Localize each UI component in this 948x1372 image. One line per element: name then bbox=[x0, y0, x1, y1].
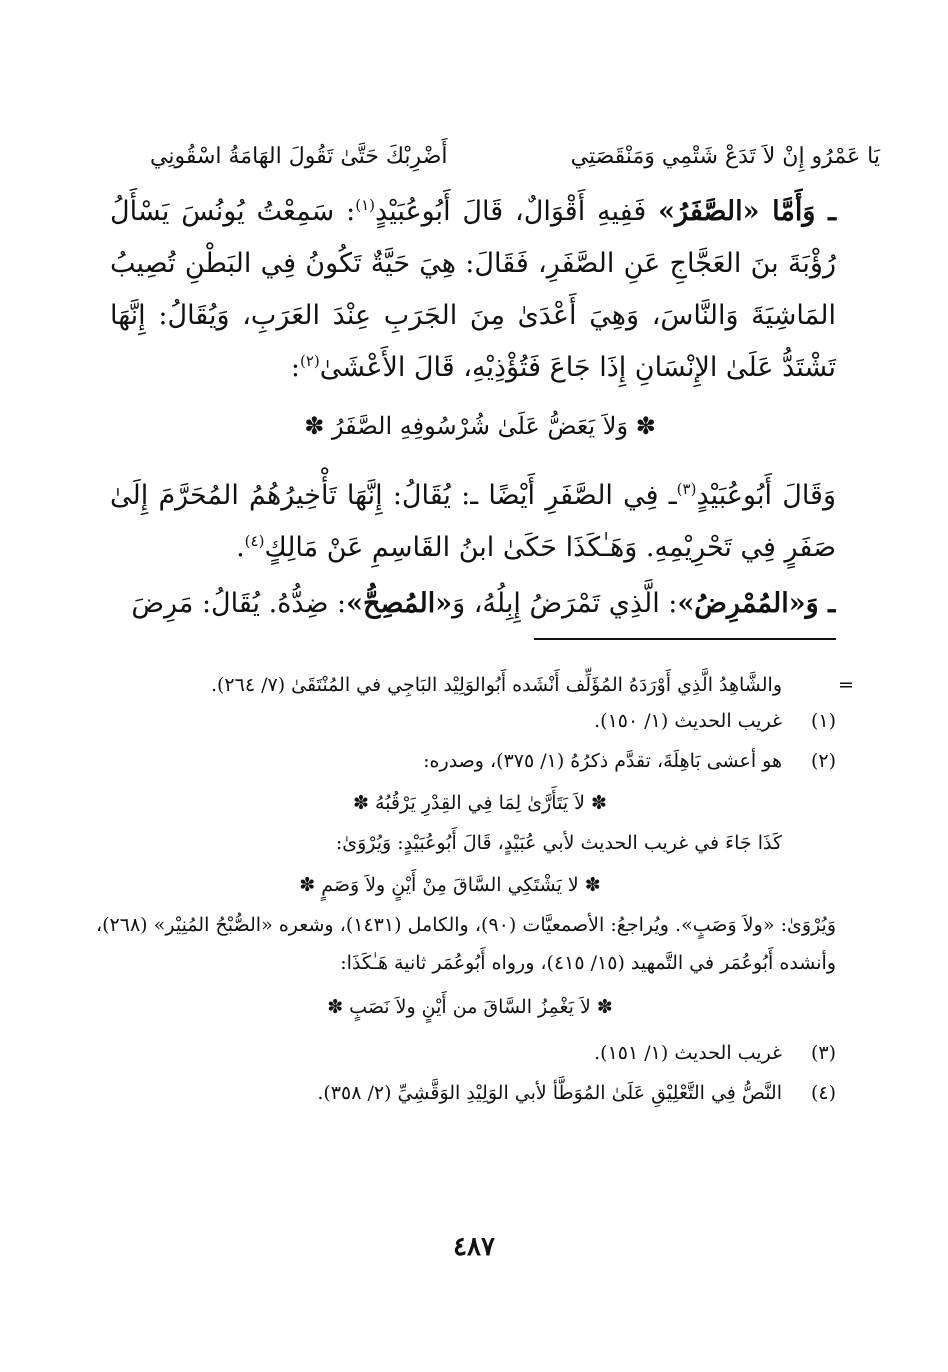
paragraph-abu-ubayd bbox=[110, 470, 836, 574]
paragraph-text: فَفِيهِ أَقْوَالٌ، قَالَ أَبُوعُبَيْدٍ bbox=[375, 196, 647, 227]
footnote-text-block: وَيُرْوَىٰ: «ولاَ وَصَبٍ». ويُراجعُ: الأصمعيَّات (٩٠)، والكامل (١٤٣١)، وشعره «الصُّبْحُ المُنِيْر» (٢٦٨)، وأنشده أَبُوعُمَر في التَّمهيد (١٥/ ٤١٥)، ورواه أَبُوعُمَر ثانية هَـٰكَذَا: bbox=[96, 914, 836, 974]
footnote-verse: ✽ لا يَشْتَكِي السَّاقَ مِنْ أَيْنٍ ولاَ وَصَمٍ ✽ bbox=[299, 874, 601, 896]
verse-second-hemistich: أَضْرِبْكَ حَتَّىٰ تَقُولَ الهَامَةُ اسْقُونِي bbox=[150, 143, 448, 169]
paragraph-text: : الَّذِي تَمْرَضُ إِبِلُهُ، وَ bbox=[452, 588, 678, 619]
quoted-verse bbox=[100, 402, 860, 450]
footnote-number: (١) bbox=[810, 710, 836, 732]
footnote-divider bbox=[534, 638, 836, 640]
paragraph-safar bbox=[110, 186, 836, 394]
footnote-number: (٣) bbox=[810, 1042, 836, 1064]
footnote-2 bbox=[96, 744, 836, 778]
paragraph-text: ـ فِي الصَّفَرِ أَيْضًا ـ: يُقَالُ: إِنَّهَا تَأْخِيرُهُمُ المُحَرَّمَ إِلَىٰ صَفَرٍ فِي تَحْرِيْمِهِ. وَهَـٰكَذَا حَكَىٰ ابنُ القَاسِمِ عَنْ مَالِكٍ bbox=[110, 480, 836, 563]
verse-text: وَلاَ يَعَضُّ عَلَىٰ شُرْسُوفِهِ الصَّفَرُ bbox=[331, 412, 629, 440]
heading-mumrid: ـ وَ«المُمْرِضُ» bbox=[677, 588, 836, 619]
footnote-text: النَّصُّ فِي التَّعْلِيْقِ عَلَىٰ المُوَطَّأ لأبي الوَلِيْدِ الوَقَّشِيِّ (٢/ ٣٥٨). bbox=[317, 1082, 782, 1104]
paragraph-text: : ضِدُّهُ. يُقَالُ: مَرِضَ bbox=[131, 588, 347, 619]
footnote-number: (٤) bbox=[810, 1082, 836, 1104]
term-musih: «المُصِحُّ» bbox=[346, 588, 453, 619]
footnote-ref: (١) bbox=[355, 196, 376, 214]
paragraph-text: : سَمِعْتُ يُونُسَ يَسْأَلُ رُؤْبَةَ بنَ العَجَّاجِ عَنِ الصَّفَرِ، فَقَالَ: هِيَ حَيَّةٌ تَكُونُ فِي البَطْنِ تُصِيبُ المَاشِيَةَ وَالنَّاسَ، وَهِيَ أَعْدَىٰ مِنَ الجَرَبِ عِنْدَ العَرَبِ، وَيُقَالُ: إِنَّهَا تَشْتَدُّ عَلَىٰ الإِنْسَانِ إِذَا جَاعَ فَتُؤْذِيْهِ، قَالَ الأَعْشَىٰ bbox=[110, 196, 836, 383]
footnote-verse: ✽ لاَ يَغْمِزُ السَّاقَ من أَيْنٍ ولاَ نَصَبٍ ✽ bbox=[327, 996, 613, 1018]
footnote-text-line: كَذَا جَاءَ في غريب الحديث لأبي عُبَيْدٍ، قَالَ أَبُوعُبَيْدٍ: وَيُرْوَىٰ: bbox=[335, 832, 782, 854]
verse-mark: ✽ bbox=[304, 412, 325, 440]
footnote-text: غريب الحديث (١/ ١٥١). bbox=[594, 1042, 782, 1064]
paragraph-text: وَقَالَ أَبُوعُبَيْدٍ bbox=[696, 480, 836, 511]
footnote-text: هو أعشى بَاهِلَةَ، تقدَّم ذكرُهُ (١/ ٣٧٥)، وصدره: bbox=[423, 750, 782, 772]
footnote-1 bbox=[96, 704, 836, 738]
verse-first-hemistich: يَا عَمْرُو إِنْ لاَ تَدَعْ شَتْمِي وَمَنْقَصَتِي bbox=[570, 143, 880, 169]
verse-mark: ✽ bbox=[635, 412, 656, 440]
paragraph-mumrid bbox=[110, 578, 836, 630]
footnote-ref: (٢) bbox=[299, 352, 320, 370]
continuation-mark: = bbox=[838, 674, 854, 696]
page-number: ٤٨٧ bbox=[453, 1232, 495, 1262]
footnote-text: غريب الحديث (١/ ١٥٠). bbox=[594, 710, 782, 732]
heading-safar: ـ وَأَمَّا «الصَّفَرُ» bbox=[658, 196, 836, 227]
poetry-verse bbox=[150, 136, 880, 176]
footnote-ref: (٤) bbox=[244, 532, 265, 550]
footnote-continuation: والشَّاهِدُ الَّذِي أَوْرَدَهُ المُؤَلِّف أَنْشَده أَبُوالوَلِيْد البَاجِي في المُنْتَقَىٰ (٧/ ٢٦٤). bbox=[210, 674, 782, 696]
footnote-3 bbox=[96, 1036, 836, 1070]
footnote-number: (٢) bbox=[810, 750, 836, 772]
paragraph-punct: : bbox=[290, 352, 300, 383]
footnote-ref: (٣) bbox=[676, 480, 697, 498]
paragraph-punct: . bbox=[236, 532, 245, 563]
footnote-verse: ✽ لاَ يَتَأَرَّىٰ لِمَا فِي القِدْرِ يَرْقُبُهُ ✽ bbox=[353, 792, 607, 814]
footnote-4 bbox=[96, 1076, 836, 1110]
